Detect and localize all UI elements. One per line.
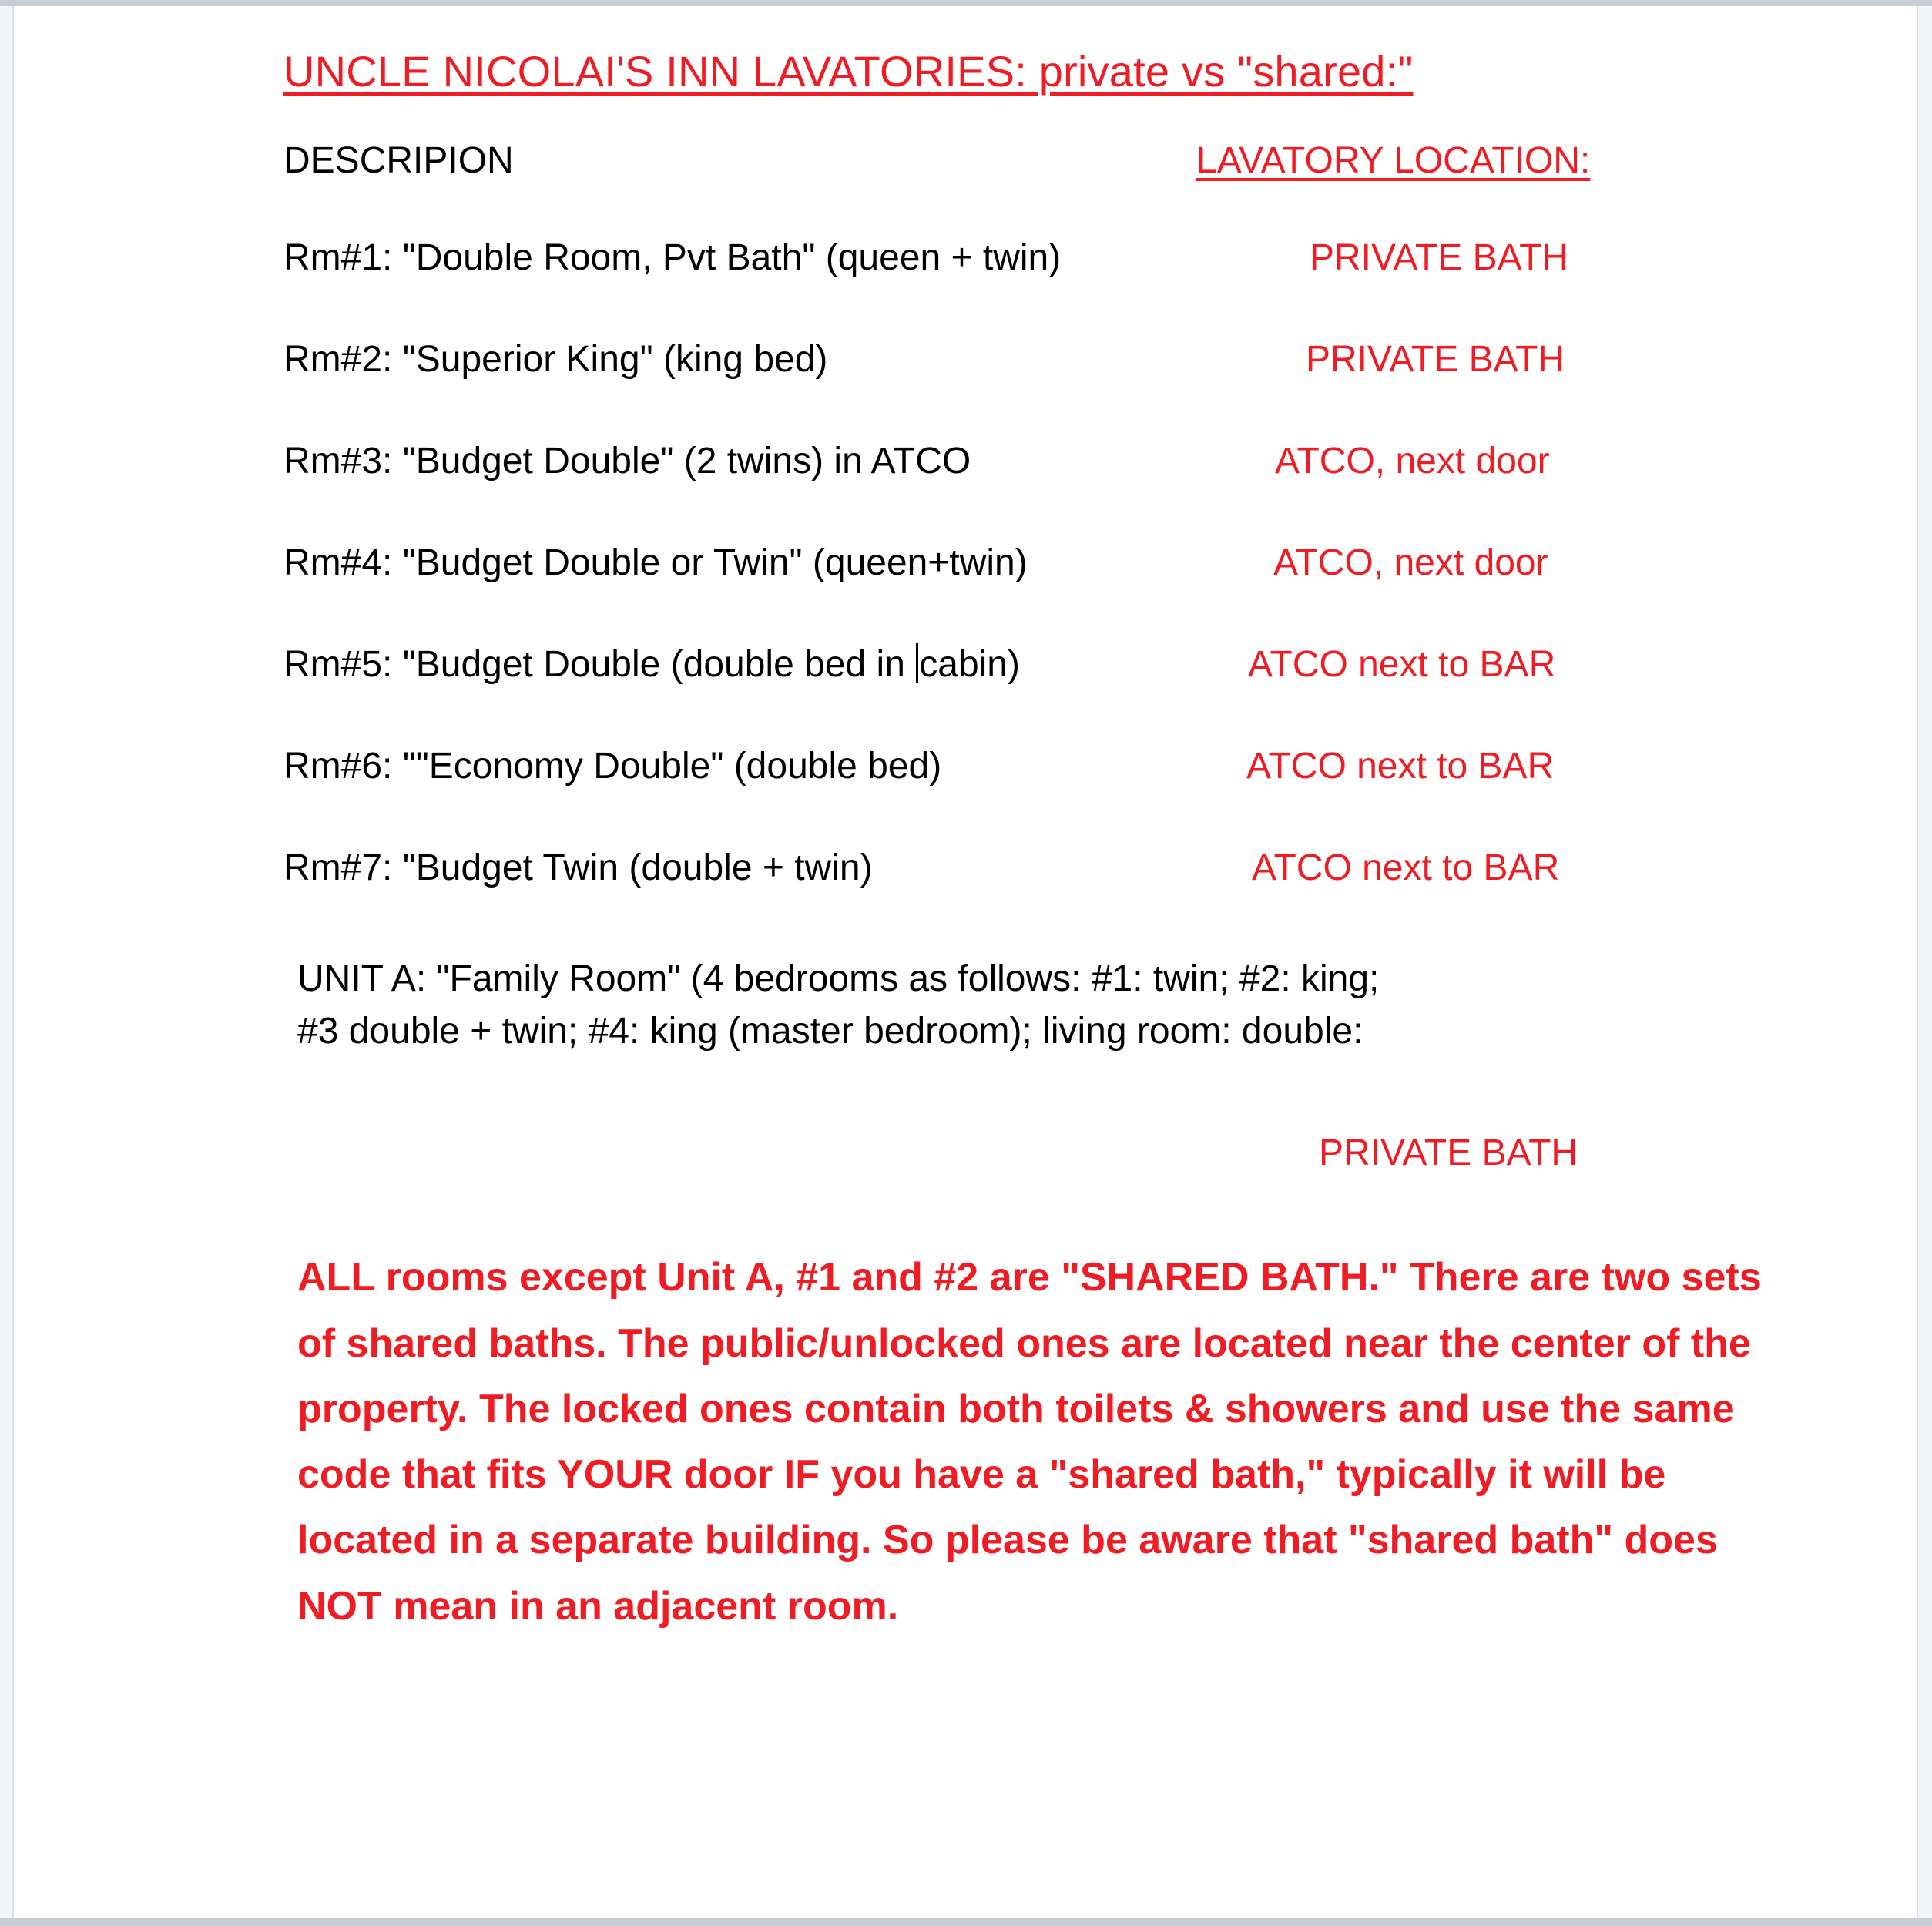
page-bottom-rule — [0, 1918, 1932, 1926]
room-description: Rm#1: "Double Room, Pvt Bath" (queen + twin) — [283, 237, 1062, 278]
table-row — [15, 237, 1917, 338]
unit-a-block — [15, 953, 1917, 1174]
shared-bath-notice: ALL rooms except Unit A, #1 and #2 are "SHARED BATH." There are two sets of shared baths. The public/unlocked ones are located near the center of the property. The locked ones contain both toilets & showers and use the same code that fits YOUR door IF you have a "shared bath," typically it will be located in a separate building. So please be aware that "shared bath" does NOT mean in an adjacent room. — [297, 1255, 1762, 1629]
unit-a-description-line-1: UNIT A: "Family Room" (4 bedrooms as follows: #1: twin; #2: king; — [297, 958, 1380, 999]
room-description — [283, 643, 1020, 686]
room-lavatory-location: ATCO, next door — [1273, 542, 1548, 583]
room-description: Rm#3: "Budget Double" (2 twins) in ATCO — [283, 441, 971, 482]
room-lavatory-location: ATCO next to BAR — [1248, 644, 1556, 685]
room-lavatory-location: ATCO next to BAR — [1246, 746, 1555, 787]
table-row — [15, 745, 1917, 847]
page-top-rule — [0, 0, 1932, 6]
page-left-gutter — [0, 6, 14, 1918]
page-title: UNCLE NICOLAI'S INN LAVATORIES: private vs "shared:" — [283, 47, 1414, 96]
room-description: Rm#2: "Superior King" (king bed) — [283, 339, 828, 380]
room-description: Rm#4: "Budget Double or Twin" (queen+twin) — [283, 542, 1028, 583]
room-description-part-before-caret: Rm#5: "Budget Double (double bed in — [283, 644, 916, 685]
table-row — [15, 542, 1917, 643]
room-description: Rm#7: "Budget Twin (double + twin) — [283, 847, 873, 888]
room-lavatory-location: PRIVATE BATH — [1310, 237, 1569, 278]
table-row — [15, 338, 1917, 440]
unit-a-description-line-2: #3 double + twin; #4: king (master bedroom); living room: double: — [297, 1011, 1363, 1052]
table-row — [15, 440, 1917, 542]
room-lavatory-location: ATCO next to BAR — [1252, 847, 1560, 888]
unit-a-lavatory-location: PRIVATE BATH — [1319, 1132, 1578, 1174]
column-header-description: DESCRIPION — [283, 140, 514, 181]
room-description-part-after-caret: cabin) — [919, 644, 1020, 685]
document-body — [15, 6, 1917, 1639]
table-row — [15, 847, 1917, 948]
room-lavatory-location: ATCO, next door — [1275, 441, 1550, 482]
page-right-gutter — [1917, 6, 1932, 1918]
column-header-lavatory-location: LAVATORY LOCATION: — [1196, 140, 1591, 181]
table-row — [15, 643, 1917, 745]
table-header-row — [15, 139, 1917, 237]
room-description: Rm#6: ""Economy Double" (double bed) — [283, 746, 942, 787]
room-lavatory-location: PRIVATE BATH — [1306, 339, 1565, 380]
text-cursor-caret — [916, 643, 918, 683]
